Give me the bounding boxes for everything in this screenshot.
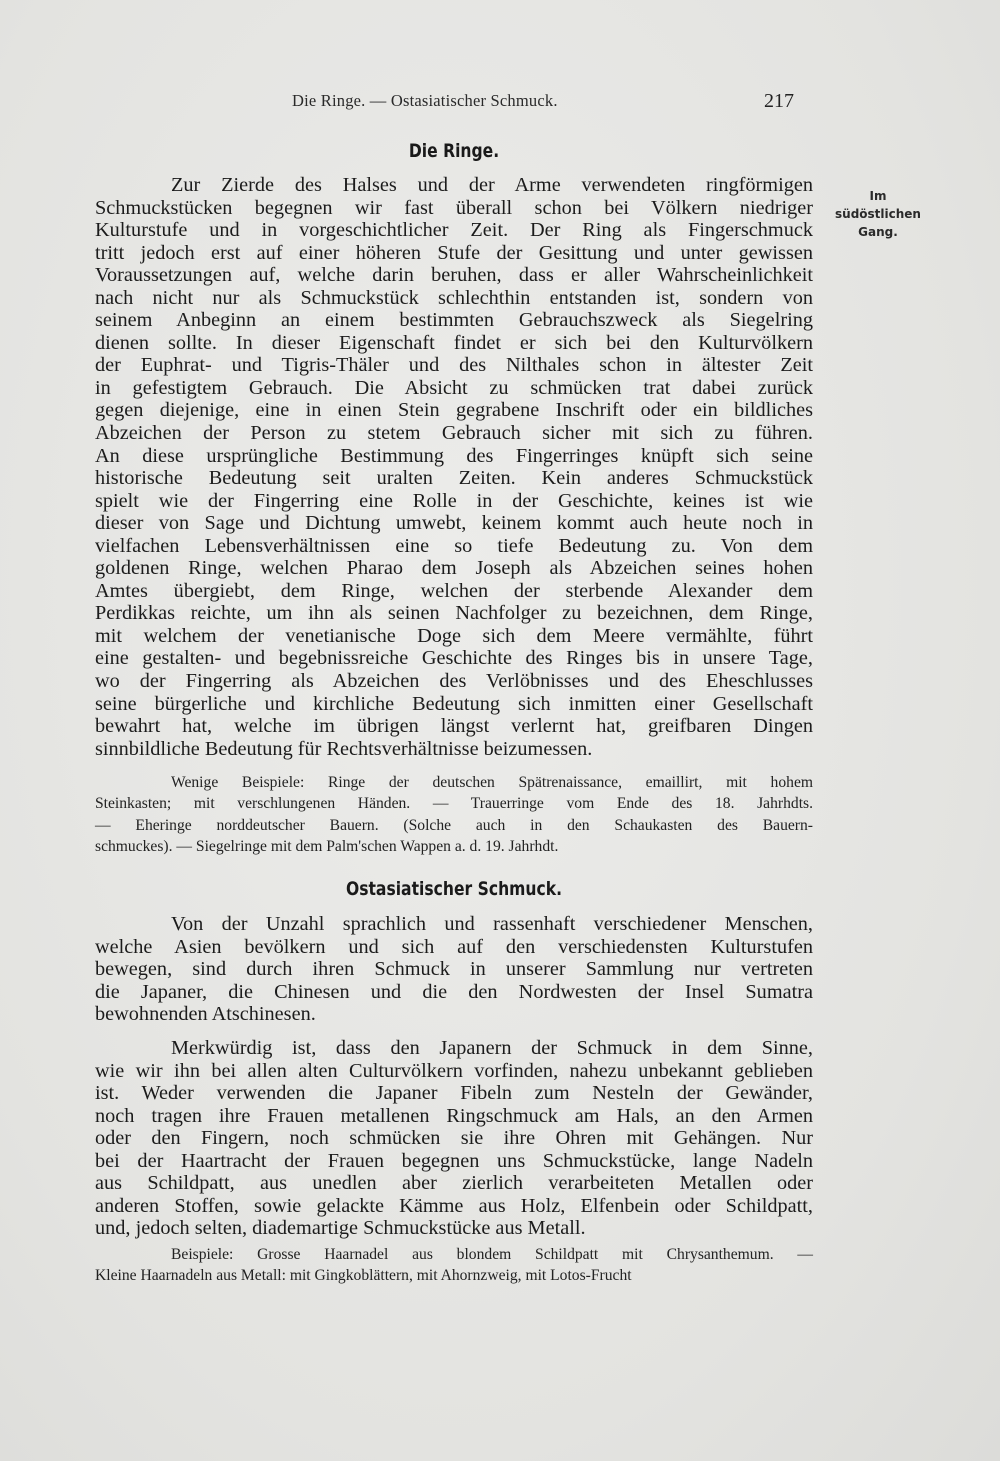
text-line: aus Schildpatt, aus unedlen aber zierlich verarbeiteten Metallen oder [95, 1172, 813, 1195]
text-line: Zur Zierde des Halses und der Arme verwendeten ringförmigen [171, 174, 813, 196]
text-line: seine bürgerliche und kirchliche Bedeutung sich inmitten einer Gesellschaft [95, 692, 813, 715]
text-line: die Japaner, die Chinesen und die den Nordwesten der Insel Sumatra [95, 980, 813, 1003]
marginal-note [826, 187, 930, 241]
section-heading-east-asian: Ostasiatischer Schmuck. [345, 878, 563, 900]
text-line: bewohnenden Atschinesen. [95, 1003, 316, 1026]
text-line: goldenen Ringe, welchen Pharao dem Joseph als Abzeichen seines hohen [95, 557, 813, 580]
text-line: vielfachen Lebensverhältnissen eine so tiefe Bedeutung zu. Von dem [95, 534, 813, 557]
text-line: Merkwürdig ist, dass den Japanern der Schmuck in dem Sinne, [171, 1037, 813, 1059]
text-line: historische Bedeutung seit uralten Zeiten. Kein anderes Schmuckstück [95, 467, 813, 490]
text-line: bewegen, sind durch ihren Schmuck in unserer Sammlung nur vertreten [95, 958, 813, 981]
text-line: Amtes übergiebt, dem Ringe, welchen der sterbende Alexander dem [95, 579, 813, 602]
text-line: Wenige Beispiele: Ringe der deutschen Spätrenaissance, emaillirt, mit hohem [171, 774, 813, 791]
text-line: Voraussetzungen auf, welche darin beruhen, dass er aller Wahrscheinlichkeit [95, 264, 813, 287]
text-line: Beispiele: Grosse Haarnadel aus blondem Schildpatt mit Chrysanthemum. — [171, 1246, 813, 1263]
section-heading-rings: Die Ringe. [408, 140, 500, 162]
text-line: welche Asien bevölkern und sich auf den verschiedensten Kulturstufen [95, 935, 813, 958]
rings-examples-wrap [95, 772, 813, 858]
text-line: sinnbildliche Bedeutung für Rechtsverhältnisse beizumessen. [95, 737, 593, 760]
text-line: mit welchem der venetianische Doge sich dem Meere vermählte, führt [95, 624, 813, 647]
text-line: bewahrt hat, welche im übrigen längst verlernt hat, greifbaren Dingen [95, 715, 813, 738]
text-line: spielt wie der Fingerring eine Rolle in der Geschichte, keines ist wie [95, 489, 813, 512]
text-line: tritt jedoch erst auf einer höheren Stufe der Gesittung und unter gewissen [95, 241, 813, 264]
east-asian-examples [95, 1244, 813, 1287]
text-line: wo der Fingerring als Abzeichen des Verlöbnisses und des Eheschlusses [95, 670, 813, 693]
section-heading-rings-wrap [95, 140, 813, 162]
east-asian-paragraph-1 [95, 913, 813, 1026]
text-line: anderen Stoffen, sowie gelackte Kämme aus Holz, Elfenbein oder Schildpatt, [95, 1194, 813, 1217]
running-header: Die Ringe. — Ostasiatischer Schmuck. [292, 91, 558, 110]
text-line: Kulturstufe und in vorgeschichtlicher Zeit. Der Ring als Fingerschmuck [95, 219, 813, 242]
marginal-note-line: südöstlichen [835, 207, 921, 221]
text-line: gegen diejenige, eine in einen Stein gegrabene Inschrift oder ein bildliches [95, 399, 813, 422]
text-line: Steinkasten; mit verschlungenen Händen. — Trauerringe vom Ende des 18. Jahrhdts. [95, 795, 813, 813]
text-line: Schmuckstücken begegnen wir fast überall schon bei Völkern niedriger [95, 196, 813, 219]
text-line: Perdikkas reichte, um ihn als seinen Nachfolger zu bezeichnen, dem Ringe, [95, 602, 813, 625]
marginal-note-line: Gang. [858, 225, 898, 239]
section-heading-east-asian-wrap [95, 878, 813, 900]
text-line: dieser von Sage und Dichtung umwebt, keinem kommt auch heute noch in [95, 512, 813, 535]
text-line: und, jedoch selten, diademartige Schmuckstücke aus Metall. [95, 1217, 586, 1240]
rings-paragraph-wrap [95, 174, 813, 760]
text-line: in gefestigtem Gebrauch. Die Absicht zu schmücken trat dabei zurück [95, 376, 813, 399]
text-line: Kleine Haarnadeln aus Metall: mit Gingkoblättern, mit Ahornzweig, mit Lotos-Frucht [95, 1267, 632, 1285]
text-line: Von der Unzahl sprachlich und rassenhaft verschiedener Menschen, [171, 913, 813, 935]
text-line: An diese ursprüngliche Bestimmung des Fingerringes knüpft sich seine [95, 444, 813, 467]
east-asian-paragraph-2-wrap [95, 1037, 813, 1240]
marginal-note-line: Im [869, 189, 887, 203]
text-line: der Euphrat- und Tigris-Thäler und des Nilthales schon in ältester Zeit [95, 354, 813, 377]
text-line: nach nicht nur als Schmuckstück schlechthin entstanden ist, sondern von [95, 286, 813, 309]
east-asian-paragraph-2 [95, 1037, 813, 1240]
text-line: Abzeichen der Person zu stetem Gebrauch sicher mit sich zu führen. [95, 422, 813, 445]
text-line: bei der Haartracht der Frauen begegnen uns Schmuckstücke, lange Nadeln [95, 1149, 813, 1172]
text-line: schmuckes). — Siegelringe mit dem Palm'schen Wappen a. d. 19. Jahrhdt. [95, 838, 559, 856]
text-line: ist. Weder verwenden die Japaner Fibeln zum Nesteln der Gewänder, [95, 1082, 813, 1105]
text-line: noch tragen ihre Frauen metallenen Ringschmuck am Hals, an den Armen [95, 1104, 813, 1127]
rings-examples [95, 772, 813, 858]
text-line: — Eheringe norddeutscher Bauern. (Solche auch in den Schaukasten des Bauern- [95, 816, 813, 834]
east-asian-paragraph-1-wrap [95, 913, 813, 1026]
page-number: 217 [764, 90, 794, 112]
text-line: wie wir ihn bei allen alten Culturvölkern vorfinden, nahezu unbekannt geblieben [95, 1059, 813, 1082]
text-line: eine gestalten- und begebnissreiche Geschichte des Ringes bis in unsere Tage, [95, 647, 813, 670]
east-asian-examples-wrap [95, 1244, 813, 1287]
text-line: oder den Fingern, noch schmücken sie ihre Ohren mit Gehängen. Nur [95, 1127, 813, 1150]
rings-paragraph [95, 174, 813, 760]
text-line: dienen sollte. In dieser Eigenschaft findet er sich bei den Kulturvölkern [95, 331, 813, 354]
text-line: seinem Anbeginn an einem bestimmten Gebrauchszweck als Siegelring [95, 309, 813, 332]
